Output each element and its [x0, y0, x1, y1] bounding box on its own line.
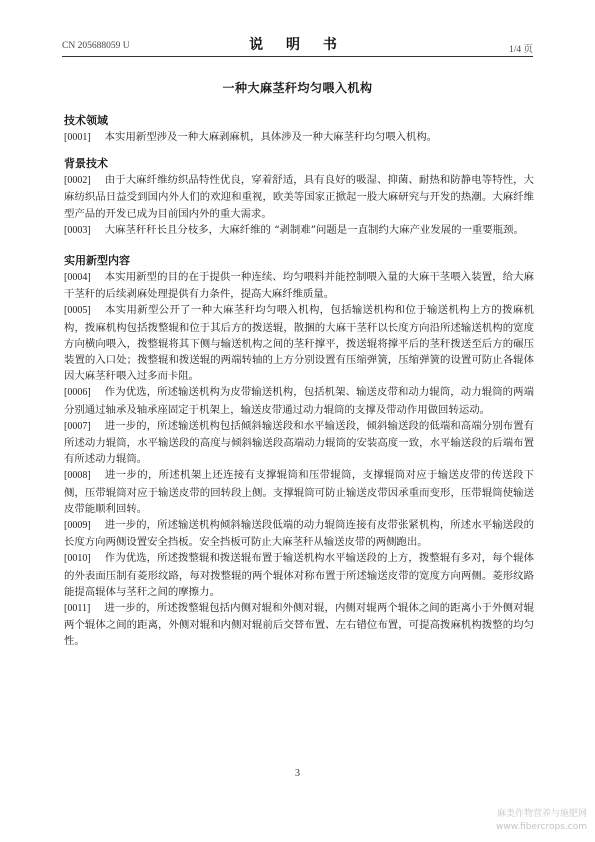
paragraph-text: 由于大麻纤维纺织品特性优良，穿着舒适，具有良好的吸湿、抑菌、耐热和防静电等特性，大麻纺织品日益受到国内外人们的欢迎和重视，欧美等国家正掀起一股大麻研究与开发的热潮。大麻纤维型产品的开发已成为目前国内外的重大需求。	[64, 174, 534, 220]
section-heading-content: 实用新型内容	[64, 254, 130, 268]
paragraph-number: [0007]	[64, 420, 91, 432]
paragraph-text: 大麻茎秆秆长且分枝多，大麻纤维的 “剥制难”问题是一直制约大麻产业发展的一重要瓶颈。	[104, 223, 524, 236]
page-count: 1/4 页	[508, 45, 533, 55]
paragraph-text: 本实用新型公开了一种大麻茎秆均匀喂入机构，包括输送机构和位于输送机构上方的拨麻机构，拨麻机构包括拨整辊和位于其后方的拨送辊，散捆的大麻干茎秆以长度方向沿所述输送机构的宽度方向横向喂入，拨整辊将其下侧与输送机构之间的茎秆撑平，拨送辊将撑平后的茎秆拨送至后方的碾压装置的入口处；拨整辊和拨送辊的两端转轴的上方分别设置有压缩弹簧，压缩弹簧的设置可防止各辊体因大麻茎秆喂入过多而卡阻。	[64, 304, 534, 383]
paragraph	[64, 418, 534, 468]
section-heading-background: 背景技术	[64, 157, 108, 171]
paragraph-text: 本实用新型涉及一种大麻剥麻机，具体涉及一种大麻茎秆均匀喂入机构。	[104, 131, 438, 143]
paragraph-text: 作为优选，所述拨整辊和拨送辊布置于输送机构水平输送段的上方，拨整辊有多对，每个辊体的外表面压制有菱形纹路，每对拨整辊的两个辊体对称布置于所述输送皮带的宽度方向两侧。菱形纹路能提高辊体与茎秆之间的摩擦力。	[64, 552, 534, 598]
paragraph	[64, 467, 534, 517]
paragraph-number: [0002]	[64, 175, 91, 187]
paragraph-number: [0004]	[64, 272, 91, 284]
paragraph-text: 本实用新型的目的在于提供一种连续、均匀喂料并能控制喂入量的大麻干茎喂入装置，给大麻干茎秆的后续剥麻处理提供有力条件，提高大麻纤维质量。	[64, 271, 534, 301]
watermark-site-name: 麻类作物营养与施肥网	[496, 809, 587, 819]
paragraph	[64, 269, 534, 302]
paragraph	[64, 302, 534, 384]
publication-number: CN 205688059 U	[62, 41, 130, 51]
paragraph-text: 进一步的，所述拨整辊包括内侧对辊和外侧对辊，内侧对辊两个辊体之间的距离小于外侧对辊两个辊体之间的距离，外侧对辊和内侧对辊前后交替布置、左右错位布置，可提高拨麻机构拨整的均匀性。	[64, 602, 534, 648]
paragraph-text: 进一步的，所述输送机构倾斜输送段低端的动力辊筒连接有皮带张紧机构，所述水平输送段的长度方向两侧设置安全挡板。安全挡板可防止大麻茎秆从输送皮带的两侧跑出。	[64, 519, 534, 549]
document-body	[64, 112, 534, 650]
paragraph-number: [0009]	[64, 520, 91, 532]
paragraph	[64, 384, 534, 417]
page-number: 3	[295, 768, 300, 779]
paragraph-text: 进一步的，所述输送机构包括倾斜输送段和水平输送段，倾斜输送段的低端和高端分别布置有所述动力辊筒，水平输送段的高度与倾斜输送段高端动力辊筒的安装高度一致，水平输送段的后端布置有所述动力辊筒。	[64, 419, 534, 466]
paragraph	[64, 517, 534, 550]
paragraph-number: [0005]	[64, 305, 91, 317]
paragraph-number: [0003]	[64, 224, 91, 236]
paragraph	[64, 129, 534, 146]
paragraph-number: [0006]	[64, 387, 91, 399]
paragraph-number: [0010]	[64, 553, 91, 565]
paragraph	[64, 550, 534, 600]
paragraph-number: [0011]	[64, 603, 91, 615]
header-rule	[62, 56, 533, 57]
paragraph-text: 进一步的，所述机架上还连接有支撑辊筒和压带辊筒，支撑辊筒对应于输送皮带的传送段下侧，压带辊筒对应于输送皮带的回转段上侧。支撑辊筒可防止输送皮带因承重而变形，压带辊筒使输送皮带能顺利回转。	[64, 469, 534, 515]
paragraph	[64, 222, 534, 239]
watermark-url: www.fibercrops.com	[496, 822, 587, 832]
page-header	[62, 32, 533, 55]
paragraph	[64, 172, 534, 222]
paragraph-text: 作为优选，所述输送机构为皮带输送机构，包括机架、输送皮带和动力辊筒，动力辊筒的两端分别通过轴承及轴承座固定于机架上，输送皮带通过动力辊筒的支撑及带动作用做回转运动。	[64, 386, 534, 416]
section-heading-tech-field: 技术领域	[64, 114, 108, 127]
watermark	[496, 808, 587, 834]
invention-title: 一种大麻茎秆均匀喂入机构	[222, 81, 373, 95]
paragraph-number: [0008]	[64, 470, 91, 482]
paragraph-number: [0001]	[64, 132, 91, 143]
document-type-title: 说 明 书	[249, 37, 346, 53]
paragraph	[64, 600, 534, 650]
